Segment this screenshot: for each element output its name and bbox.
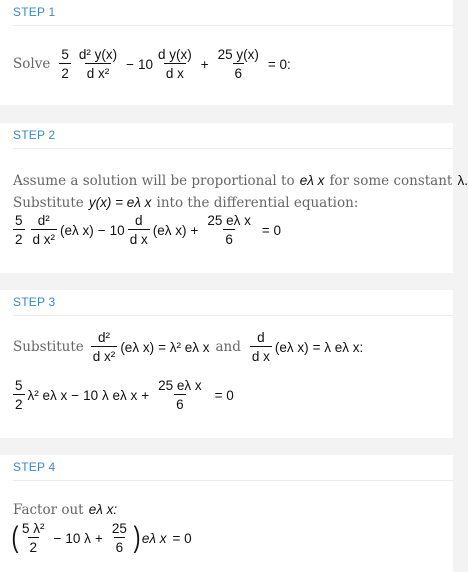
step-4-equation: ( $\frac{\text{5 λ²}}{2}$ − 10 λ + $\frac{25}{6}$ ) eλ x = 0 (11, 521, 192, 555)
step-2-equation: $\frac{5}{2}$ $\frac{\text{d²}}{\text{d x²}}$ (eλ x) − 10 $\frac{d}{\text{d x}}$ (eλ x) + $\frac{\text{25 eλ x}}{6}$ = 0 (15, 213, 282, 247)
step-4-card (0, 455, 453, 572)
step-3-card (0, 290, 453, 438)
step-4-divider (13, 480, 453, 481)
coef-fraction: $\frac{5}{2}$ (61, 47, 69, 81)
step-2-line-2: Substitute y(x) = eλ x into the differential equation: (13, 195, 359, 211)
constant-term: $\frac{25 y(x)}{6}$ (217, 47, 259, 81)
step-2-header: STEP 2 (13, 128, 56, 142)
step-2-line-1: Assume a solution will be proportional to eλ x for some constant λ. (13, 173, 468, 189)
first-derivative: $\frac{\text{d y(x)}}{\text{d x}}$ (158, 47, 192, 81)
step-3-divider (13, 315, 453, 316)
step-2-divider (13, 148, 453, 149)
step-4-header: STEP 4 (13, 460, 56, 474)
second-derivative: $\frac{\text{d² y(x)}}{\text{d x²}}$ (78, 47, 118, 81)
step-1-card (0, 0, 453, 105)
step-4-line-1: Factor out eλ x: (13, 502, 118, 518)
step-1-header: STEP 1 (13, 5, 56, 19)
step-1-equation: Solve $\frac{5}{2}$ $\frac{\text{d² y(x)}}{\text{d x²}}$ − 10 $\frac{\text{d y(x)}}{\text{d x}}$ + $\frac{25 y(x)}{6}$ = 0: (13, 47, 291, 81)
right-paren: ) (133, 521, 141, 554)
step-3-line-1: Substitute $\frac{\text{d²}}{\text{d x²}}$ (eλ x) = λ² eλ x and $\frac{d}{\text{d x}}$ (eλ x) = λ eλ x: (13, 330, 364, 364)
step-1-divider (13, 25, 453, 26)
left-paren: ( (11, 521, 19, 554)
step-2-card (0, 123, 468, 273)
solve-label: Solve (13, 56, 51, 72)
step-3-equation: $\frac{5}{2}$ λ² eλ x − 10 λ eλ x + $\frac{\text{25 eλ x}}{6}$ = 0 (15, 378, 234, 412)
step-3-header: STEP 3 (13, 295, 56, 309)
